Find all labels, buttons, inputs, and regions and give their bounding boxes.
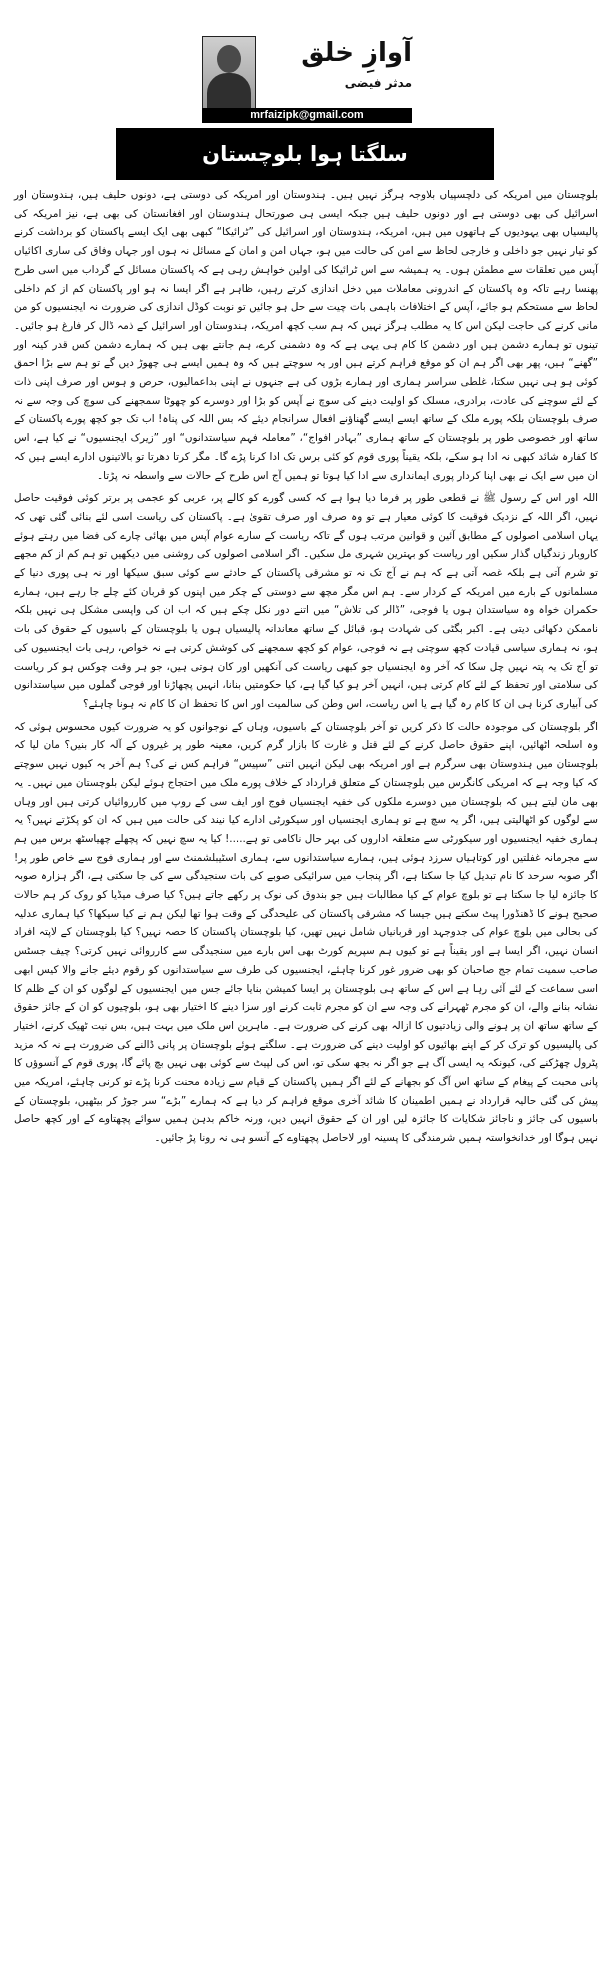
author-photo-head <box>217 45 241 73</box>
article-body <box>14 186 598 1152</box>
article-paragraph: اگر بلوچستان کی موجودہ حالت کا ذکر کریں تو آخر بلوچستان کے باسیوں، وہاں کے نوجوانوں کو یہ ضرورت کیوں محسوس ہوئی کہ وہ اسلحہ اٹھائیں، اپنے حقوق حاصل کرنے کے لئے قتل و غارت کا بازار گرم کریں، معینہ طور پر غیروں کے آلہ کار بنیں؟ مان لیا کہ بلوچستان میں ہندوستان بھی سرگرم ہے اور امریکہ بھی لیکن انہیں اتنی ”سپیس“ فراہم کس نے کی؟ ہم آخر یہ کیوں نہیں سوچتے کہ کیا وجہ ہے کہ امریکی کانگرس میں بلوچستان کے متعلق قرارداد کے خلاف پورے ملک میں احتجاج ہوئے لیکن بلوچستان میں نہیں۔ یہ بھی مان لیتے ہیں کہ بلوچستان میں دوسرے ملکوں کی خفیہ ایجنسیاں فوج اور ایف سی کے روپ میں کارروائیاں کرتی ہیں اور وہاں سے لوگوں کو اٹھالیتی ہیں، اگر یہ سچ ہے تو ہماری ایجنسیاں اور سیکورٹی ادارے کیا نیند کی حالت میں ہیں کہ ان کو پکڑتے نہیں؟ یہ ہماری خفیہ ایجنسیوں اور سیکورٹی سے متعلقہ اداروں کی بہر حال ناکامی تو ہے.....! کیا یہ سچ نہیں کہ پچھلے چھیاسٹھ برس میں ہم سے مجرمانہ غفلتیں اور کوتاہیاں سرزد ہوئی ہیں، ہمارے سیاستدانوں سے، ہماری اسٹیبلشمنٹ سے اور ہماری فوج سے خاص طور پر! اگر صوبہ سرحد کا نام تبدیل کیا جا سکتا ہے، اگر پنجاب میں سرائیکی صوبے کی بات سنجیدگی سے کی جا سکتی ہے، اگر ہزارہ صوبہ کا جائزہ لیا جا سکتا ہے تو بلوچ عوام کے کیا مطالبات ہیں جو بندوق کی نوک پر رکھے جاتے ہیں؟ کیا صرف میڈیا کو روک کر ہم حالات صحیح ہونے کا ڈھنڈورا پیٹ سکتے ہیں جیسا کہ مشرقی پاکستان کی علیحدگی کے وقت ہوا تھا لیکن ہم نے کیا سیکھا؟ کیا ہماری عدلیہ کی بحالی میں بلوچ عوام کی جدوجہد اور قربانیاں شامل نہیں تھیں، کیا بلوچستان پاکستان کا حصہ نہیں؟ کیا بلوچستان کے لاپتہ افراد انسان نہیں، اگر ایسا ہے اور یقیناً ہے تو کیوں ہم سپریم کورٹ بھی اس بارے میں سنجیدگی سے کارروائی نہیں کرتی؟ چیف جسٹس صاحب سمیت تمام جج صاحبان کو بھی ضرور غور کرنا چاہئے، ایجنسیوں کی طرف سے سیاستدانوں کو رقوم دیئے جانے والا کیس ابھی اسی سماعت کے لئے آئی رہا ہے اس کے ساتھ ہی بلوچستان پر ایسا کمیشن بنایا جائے جس میں ایجنسیوں کے لوگوں کو ان کے ظلم کا نشانہ بنانے والے، ان کو مجرم ٹھہرانے کی وجہ سے ان کو مجرم ثابت کرنے اور سزا دینے کا اختیار بھی ہو، بلوچیوں کو ان کے جائز حقوق کے ساتھ ساتھ ان پر ہونے والی زیادتیوں کا ازالہ بھی کرنے کی ضرورت ہے۔ ماہرین اس ملک میں بہت ہیں، بس نیت ٹھیک کرنے، اختیار کی پالیسیوں کو ترک کر کے اپنے بھائیوں کو اولیت دینے کی ضرورت ہے۔ سلگتے ہوئے بلوچستان پر پانی ڈالنے کی ضرورت ہے نہ کہ مزید پٹرول چھڑکنے کی، کیونکہ یہ ایسی آگ ہے جو اگر نہ بجھ سکی تو، اس کی لپیٹ سے کوئی بھی نہیں بچ پائے گا، پوری قوم کے آنسوؤں کا پانی محبت کے پیغام کے ساتھ اس آگ کو بجھانے کے لئے اگر ہمیں پاکستان کے قیام سے زیادہ محنت کرنا پڑے تو کرنی چاہئے، امریکہ میں پیش کی گئی حالیہ قرارداد نے ہمیں اطمینان کا شائد آخری موقع فراہم کر دیا ہے کہ ہمارے ”بڑے“ سر جوڑ کر بیٹھیں، بلوچستان کے باسیوں کی جائز و ناجائز شکایات کا جائزہ لیں اور ان کے حقوق انہیں دیں، ورنہ خاکم بدہن ہمیں سوائے پچھتاوے کے اور کچھ حاصل نہیں ہوگا اور خدانخواستہ ہمیں شرمندگی کا پسینہ اور لاحاصل پچھتاوے کے آنسو ہی نہ رونا پڑ جائیں۔ <box>14 720 598 1145</box>
author-photo <box>202 36 256 112</box>
article-paragraph: اللہ اور اس کے رسول ﷺ نے قطعی طور پر فرما دیا ہوا ہے کہ کسی گورے کو کالے پر، عربی کو عجمی پر برتر کوئی فوقیت حاصل نہیں، اگر اللہ کے نزدیک فوقیت کا کوئی معیار ہے تو وہ صرف اور صرف تقویٰ ہے۔ پاکستان کی ریاست اسی لئے بنائی گئی تھی کہ یہاں اسلامی اصولوں کے مطابق آئین و قوانین مرتب ہوں گے تاکہ ریاست کے سارے عوام آپس میں بھائی چارے کی فضا میں رہتے ہوئے کاروبار زندگیاں گذار سکیں اور ریاست کو بہترین شہری مل سکیں۔ اگر اسلامی اصولوں کی روشنی میں دیکھیں تو ہم کم از کم مجھے تو شرم آتی ہے بلکہ غصہ آتی ہے کہ ہم نے آج تک نہ تو مشرقی پاکستان کے حادثے سے کوئی سبق سیکھا اور نہ ہی پوری دنیا کے مسلمانوں کے بارے میں امریکہ کے کردار سے۔ ہم اس مگر مچھ سے دوستی کے چکر میں اپنوں کو قربان کئے چلے جا رہے ہیں، ہمارے حکمران خواہ وہ سیاستدان ہوں یا فوجی، ”ڈالر کی تلاش“ میں اتنے دور نکل چکے ہیں کہ اب ان کی واپسی مشکل ہی نہیں بلکہ ناممکن دکھائی دیتی ہے۔ اکبر بگٹی کی شہادت ہو، قبائل کے ساتھ معاندانہ پالیسیاں ہوں یا بلوچستان کے باسیوں کے حقوق کی بات ہو، نہ ہماری سیاسی قیادت کچھ سوچتی ہے نہ فوجی، عوام کو کچھ سمجھنے کی کوشش کرتی ہے نہ خواص، رہی بات ایجنسیوں کی تو آج تک یہ پتہ نہیں چل سکا کہ آخر وہ ایجنسیاں جو کبھی ریاست کی آنکھیں اور کان ہوتی ہیں، جو ہر وقت چوکس ہو کر ریاست کی سلامتی اور تحفظ کے لئے کام کرتی ہیں، انہیں آخر ہو کیا گیا ہے، کیا حکومتیں بنانا، انہیں پچھاڑنا اور فوجی گملوں میں سیاستدانوں کی آبیاری کرنا ہی ان کا کام رہ گیا ہے یا اس ریاست، اس وطن کی سالمیت اور اس کا تحفظ ان کا کام نہ ہونا چاہئے؟ <box>14 492 598 710</box>
column-header <box>202 36 412 122</box>
article-paragraph: بلوچستان میں امریکہ کی دلچسپیاں بلاوجہ ہرگز نہیں ہیں۔ ہندوستان اور امریکہ کی دوستی ہے، دونوں حلیف ہیں، ہندوستان اور اسرائیل کی بھی دوستی ہے اور دونوں حلیف ہیں جبکہ ایسی ہی صورتحال ہندوستان اور افغانستان کی بھی ہے، نیز امریکہ کی پالیسیاں بھی یہودیوں کے ہاتھوں میں ہیں، امریکہ، ہندوستان اور اسرائیل کی ”ٹرائیکا“ کبھی بھی ایک ایسے پاکستان کو برداشت کرنے کو تیار نہیں جو داخلی و خارجی لحاظ سے امن کی حالت میں ہو، جہاں امن و امان کے مسائل نہ ہوں اور جہاں وفاق کی ساری اکائیاں آپس میں تعلقات سے مطمئن ہوں۔ یہ ہمیشہ سے اس ٹرائیکا کی اولین خواہش رہی ہے کہ پاکستان مسائل کے گرداب میں اسی طرح پھنسا رہے تاکہ وہ پاکستان کے اندرونی معاملات میں دخل اندازی کرتے رہیں، ظاہر ہے اگر ایسا نہ ہو اور پاکستان کم از کم داخلی لحاظ سے مستحکم ہو جائے، آپس کے اختلافات باہمی بات چیت سے حل ہو جائیں تو نوبت کوڈل اندازی کی ضرورت نہ ایجنسیوں کو من مانی کرنے کی حاجت لیکن اس کا یہ مطلب ہرگز نہیں کہ ہم سب کچھ امریکہ، ہندوستان اور اسرائیل کے ذمہ ڈال کر فارغ ہو جائیں۔ تینوں تو ہمارے دشمن ہیں اور دشمن کا کام ہی یہی ہے کہ وہ دشمنی کرے، ہم جانتے بھی ہیں کہ ہمارے دشمن کس قدر کینہ اور ”گھنے“ ہیں، پھر بھی اگر ہم ان کو موقع فراہم کرتے ہیں اور یہ سوچتے ہیں کہ وہ ہمیں ایسے ہی چھوڑ دیں گے تو ہم سے بڑا احمق کوئی ہو ہی نہیں سکتا، غلطی سراسر ہماری اور ہمارے بڑوں کی ہے جنہوں نے اپنی بداعمالیوں، حرص و ہوس اور صرف اپنی ذات کے لئے سوچنے کی عادت، برادری، مسلک کو اولیت دینے کی سوچ نے آپس کو بڑا اور دوسرے کو چھوٹا سمجھنے کی سوچ کی وجہ سے نہ صرف بلوچستان بلکہ پورے ملک کے ساتھ ایسے ایسے گھناؤنے افعال سرانجام دیئے کہ بس اللہ کی پناہ! اب تک جو کچھ پورے پاکستان کے ساتھ اور خصوصی طور پر بلوچستان کے ساتھ ہماری ”بہادر افواج“، ”معاملہ فہم سیاستدانوں“ اور ”زیرک ایجنسیوں“ نے کیا ہے، اس کا کفارہ شائد کبھی نہ ادا ہو سکے، بلکہ یقیناً پوری قوم کو کئی برس تک ادا کرنا پڑے گا۔ مگر کرتا دھرتا تو بالاتینوں ادارے ایسے ہیں کہ ان میں سے ایک نے بھی اپنا کردار پوری ایمانداری سے ادا کیا ہوتا تو ہمیں آج اس طرح کے حالات سے واسطہ نہ پڑتا۔ <box>14 189 598 482</box>
author-photo-body <box>207 73 251 112</box>
author-name: مدثر فیضی <box>344 76 412 90</box>
column-title: آوازِ خلق <box>301 38 412 68</box>
author-email: mrfaizipk@gmail.com <box>202 108 412 123</box>
article-title-band <box>116 128 494 180</box>
article-title: سلگتا ہوا بلوچستان <box>202 142 408 166</box>
